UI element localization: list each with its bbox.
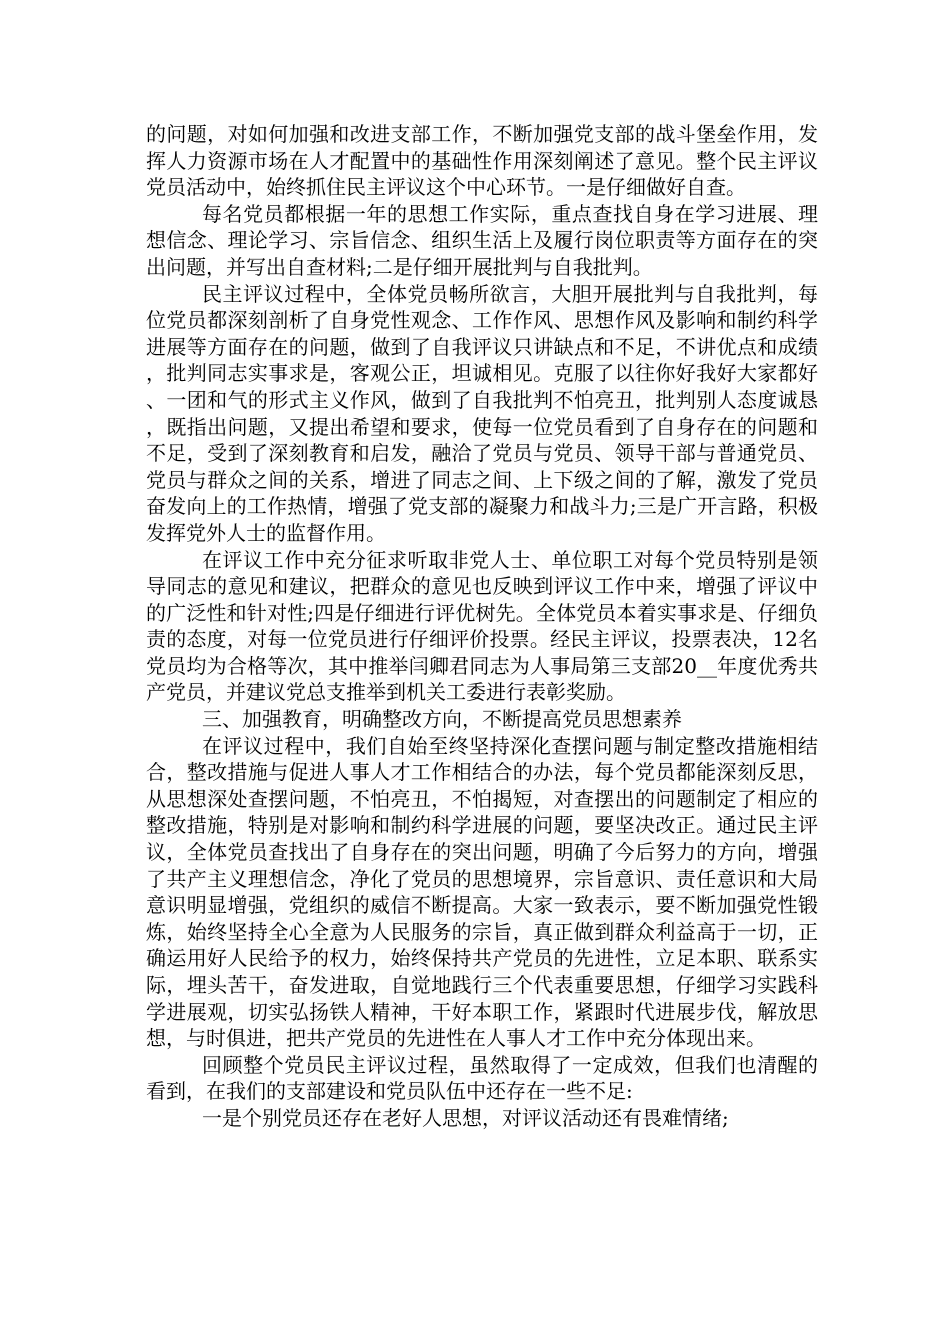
paragraph-6: 回顾整个党员民主评议过程，虽然取得了一定成效，但我们也清醒的看到，在我们的支部建设和党员队伍中还存在一些不足: [146,1052,818,1104]
paragraph-7: 一是个别党员还存在老好人思想，对评议活动还有畏难情绪; [202,1105,729,1130]
paragraph-1: 的问题，对如何加强和改进支部工作，不断加强党支部的战斗堡垒作用，发挥人力资源市场在人才配置中的基础性作用深刻阐述了意见。整个民主评议党员活动中，始终抓住民主评议这个中心环节。一是仔细做好自查。 [146,122,818,200]
paragraph-5: 在评议过程中，我们自始至终坚持深化查摆问题与制定整改措施相结合，整改措施与促进人事人才工作相结合的办法，每个党员都能深刻反思，从思想深处查摆问题，不怕亮丑，不怕揭短，对查摆出的问题制定了相应的整改措施，特别是对影响和制约科学进展的问题，要坚决改正。通过民主评议，全体党员查找出了自身存在的突出问题，明确了今后努力的方向，增强了共产主义理想信念，净化了党员的思想境界，宗旨意识、责任意识和大局意识明显增强，党组织的威信不断提高。大家一致表示，要不断加强党性锻炼，始终坚持全心全意为人民服务的宗旨，真正做到群众利益高于一切，正确运用好人民给予的权力，始终保持共产党员的先进性，立足本职、联系实际，埋头苦干，奋发进取，自觉地践行三个代表重要思想，仔细学习实践科学进展观，切实弘扬铁人精神，干好本职工作，紧跟时代进展步伐，解放思想，与时俱进，把共产党员的先进性在人事人才工作中充分体现出来。 [146,733,818,1051]
paragraph-4: 在评议工作中充分征求听取非党人士、单位职工对每个党员特别是领导同志的意见和建议，把群众的意见也反映到评议工作中来，增强了评议中的广泛性和针对性;四是仔细进行评优树先。全体党员本着实事求是、仔细负责的态度，对每一位党员进行仔细评价投票。经民主评议，投票表决，12名党员均为合格等次，其中推举闫卿君同志为人事局第三支部20__年度优秀共产党员，并建议党总支推举到机关工委进行表彰奖励。 [146,547,818,705]
paragraph-3: 民主评议过程中，全体党员畅所欲言，大胆开展批判与自我批判，每位党员都深刻剖析了自身党性观念、工作作风、思想作风及影响和制约科学进展等方面存在的问题，做到了自我评议只讲缺点和不足，不讲优点和成绩，批判同志实事求是，客观公正，坦诚相见。克服了以往你好我好大家都好、一团和气的形式主义作风，做到了自我批判不怕亮丑，批判别人态度诚恳，既指出问题，又提出希望和要求，使每一位党员看到了自身存在的问题和不足，受到了深刻教育和启发，融洽了党员与党员、领导干部与普通党员、党员与群众之间的关系，增进了同志之间、上下级之间的了解，激发了党员奋发向上的工作热情，增强了党支部的凝聚力和战斗力;三是广开言路，积极发挥党外人士的监督作用。 [146,281,818,545]
section-heading: 三、加强教育，明确整改方向，不断提高党员思想素养 [202,707,682,732]
document-page [146,121,818,1132]
paragraph-2: 每名党员都根据一年的思想工作实际，重点查找自身在学习进展、理想信念、理论学习、宗旨信念、组织生活上及履行岗位职责等方面存在的突出问题，并写出自查材料;二是仔细开展批判与自我批判。 [146,201,818,279]
